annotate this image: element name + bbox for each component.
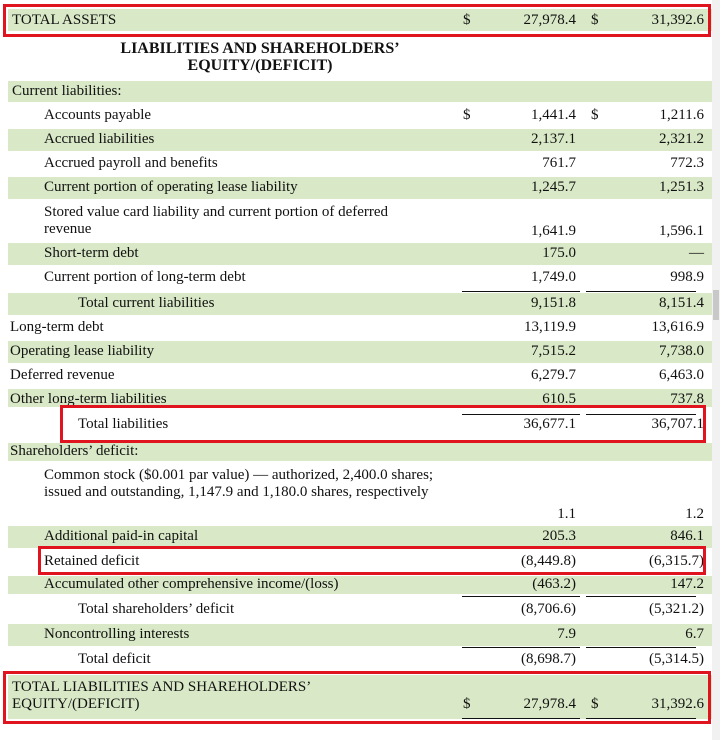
- table-row: [8, 341, 712, 363]
- table-row: [8, 177, 712, 199]
- table-row: [8, 624, 712, 646]
- row-label: Other long-term liabilities: [10, 391, 167, 407]
- row-value-2: (5,314.5): [649, 651, 704, 667]
- scrollbar-thumb[interactable]: [713, 290, 719, 320]
- row-label: Short-term debt: [44, 245, 139, 261]
- table-row: [8, 317, 712, 339]
- row-label: Total current liabilities: [78, 295, 215, 311]
- current-liabilities-header: Current liabilities:: [12, 83, 122, 99]
- row-label: Accrued payroll and benefits: [44, 155, 218, 171]
- total-assets-currency-1: $: [463, 12, 471, 28]
- section-heading-line2: EQUITY/(DEFICIT): [187, 57, 333, 74]
- row-value-1: 1.1: [557, 506, 576, 522]
- total-assets-label: TOTAL ASSETS: [12, 12, 117, 28]
- table-row: [8, 243, 712, 265]
- row-label: Stored value card liability and current portion of deferred revenue: [44, 204, 389, 237]
- table-row: [8, 267, 712, 289]
- row-label: Total shareholders’ deficit: [78, 601, 235, 617]
- row-value-2: 147.2: [670, 576, 704, 592]
- row-value-2: (5,321.2): [649, 601, 704, 617]
- row-value-1: (8,706.6): [521, 601, 576, 617]
- total-assets-value-1: 27,978.4: [523, 12, 576, 28]
- row-value-2: 1,211.6: [659, 107, 704, 123]
- row-value-2: 13,616.9: [651, 319, 704, 335]
- section-heading-line1: LIABILITIES AND SHAREHOLDERS’: [120, 40, 400, 57]
- row-label: Long-term debt: [10, 319, 104, 335]
- row-value-2: 36,707.1: [651, 416, 704, 432]
- subtotal-rule-2: [586, 291, 696, 292]
- row-value-2: 6.7: [685, 626, 704, 642]
- vertical-scrollbar[interactable]: [712, 0, 720, 740]
- grand-total-currency-1: $: [463, 696, 471, 712]
- total-assets-value-2: 31,392.6: [651, 12, 704, 28]
- row-value-1: 1,749.0: [531, 269, 576, 285]
- table-row: [8, 648, 712, 670]
- row-value-2: 846.1: [670, 528, 704, 544]
- row-label: Total deficit: [78, 651, 151, 667]
- row-value-1: 1,441.4: [531, 107, 576, 123]
- grand-total-currency-2: $: [591, 696, 599, 712]
- table-row: [8, 129, 712, 151]
- row-value-2: 2,321.2: [659, 131, 704, 147]
- row-value-1: 9,151.8: [531, 295, 576, 311]
- row-value-2: 1.2: [685, 506, 704, 522]
- row-value-2: 998.9: [670, 269, 704, 285]
- subtotal-rule-1: [462, 291, 580, 292]
- shareholders-deficit-header-row: [8, 443, 712, 461]
- row-label: Deferred revenue: [10, 367, 115, 383]
- row-value-1: 7.9: [557, 626, 576, 642]
- row-value-2: 737.8: [670, 391, 704, 407]
- row-label: Operating lease liability: [10, 343, 155, 359]
- row-value-1: (8,449.8): [521, 553, 576, 569]
- row-value-1: (463.2): [532, 576, 576, 592]
- row-label: Additional paid-in capital: [44, 528, 199, 544]
- row-label: Accumulated other comprehensive income/(loss): [44, 576, 339, 592]
- row-value-1: 205.3: [542, 528, 576, 544]
- total-assets-currency-2: $: [591, 12, 599, 28]
- row-value-1: (8,698.7): [521, 651, 576, 667]
- row-label: Accounts payable: [44, 107, 152, 123]
- equity-subtotal-rule-1: [462, 596, 580, 597]
- row-label: Current portion of long-term debt: [44, 269, 246, 285]
- row-value-1: 1,641.9: [531, 223, 576, 239]
- row-label: Common stock ($0.001 par value) — authorized, 2,400.0 shares; issued and outstanding, 1,147.9 and 1,180.0 shares, respectively: [44, 467, 434, 500]
- row-label: Accrued liabilities: [44, 131, 155, 147]
- row-label: Current portion of operating lease liability: [44, 179, 298, 195]
- equity-subtotal-rule-2: [586, 596, 696, 597]
- grand-total-value-2: 31,392.6: [651, 696, 704, 712]
- row-value-2: 8,151.4: [659, 295, 704, 311]
- row-value-2: (6,315.7): [649, 553, 704, 569]
- row-value-2: 7,738.0: [659, 343, 704, 359]
- row-value-1: 6,279.7: [531, 367, 576, 383]
- table-row: [8, 598, 712, 620]
- row-value-1: 2,137.1: [531, 131, 576, 147]
- row-label: Noncontrolling interests: [44, 626, 190, 642]
- row-value-1: 761.7: [542, 155, 576, 171]
- grand-total-label: TOTAL LIABILITIES AND SHAREHOLDERS’ EQUITY/(DEFICIT): [12, 679, 311, 712]
- row-value-2: 772.3: [670, 155, 704, 171]
- table-row: [8, 526, 712, 548]
- table-row: [8, 464, 712, 524]
- row-value-1: 1,245.7: [531, 179, 576, 195]
- row-value-1: 36,677.1: [523, 416, 576, 432]
- table-row: [8, 201, 712, 241]
- row-value-2: 1,251.3: [659, 179, 704, 195]
- shareholders-deficit-header: Shareholders’ deficit:: [10, 443, 139, 459]
- table-row: [8, 576, 712, 594]
- row-value-1: 13,119.9: [524, 319, 576, 335]
- current-liabilities-header-row: [8, 81, 712, 102]
- row-currency-2: $: [591, 107, 599, 123]
- row-value-1: 7,515.2: [531, 343, 576, 359]
- highlight-grand-total: [3, 671, 711, 724]
- total-current-liabilities-row: [8, 293, 712, 315]
- row-value-1: 610.5: [542, 391, 576, 407]
- grand-total-value-1: 27,978.4: [523, 696, 576, 712]
- highlight-retained-deficit: [38, 546, 706, 575]
- table-row: [8, 365, 712, 387]
- row-value-2: 1,596.1: [659, 223, 704, 239]
- row-value-2: —: [689, 245, 704, 261]
- highlight-total-liabilities: [60, 405, 706, 443]
- row-label: Retained deficit: [44, 553, 140, 569]
- table-row: [8, 105, 712, 127]
- row-value-2: 6,463.0: [659, 367, 704, 383]
- table-row: [8, 153, 712, 175]
- row-value-1: 175.0: [542, 245, 576, 261]
- highlight-total-assets: [3, 4, 711, 37]
- section-heading: [60, 40, 460, 74]
- row-currency-1: $: [463, 107, 471, 123]
- row-label: Total liabilities: [78, 416, 169, 432]
